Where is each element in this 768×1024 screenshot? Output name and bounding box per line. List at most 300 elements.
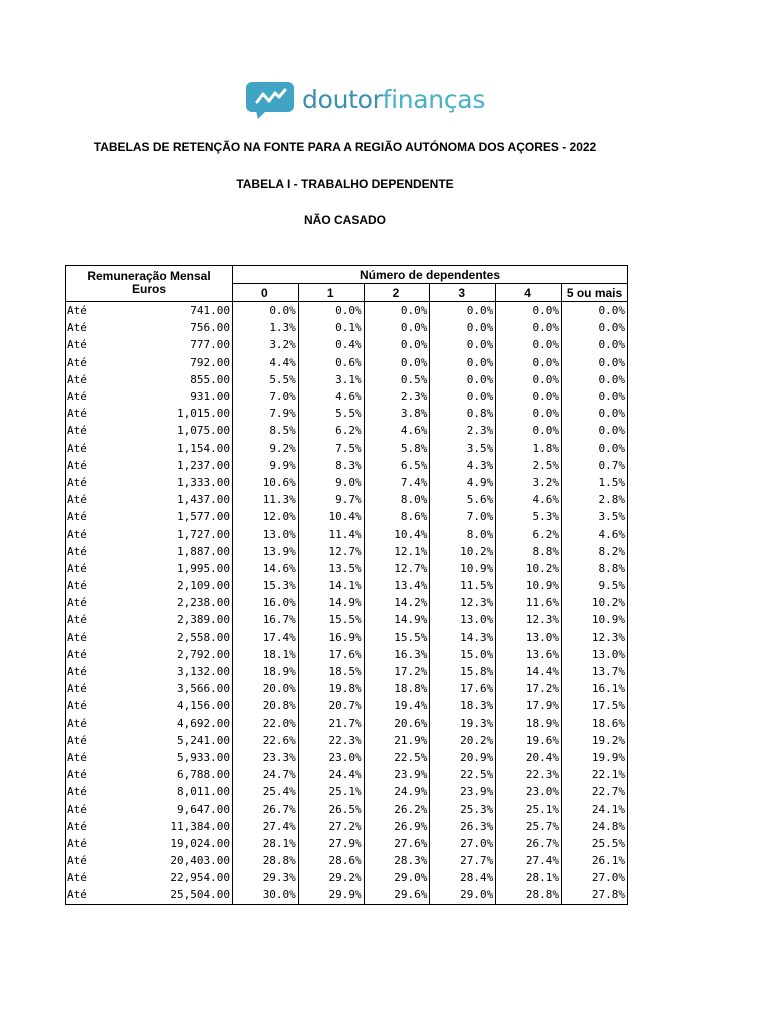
rate-cell-dep-2: 28.3% — [364, 852, 430, 869]
rate-cell-dep-2: 24.9% — [364, 783, 430, 800]
header-col-4: 4 — [496, 284, 562, 302]
rate-cell-dep-1: 29.2% — [298, 869, 364, 886]
brand-wordmark — [302, 82, 485, 118]
table-row — [66, 491, 628, 508]
rate-cell-dep-3: 0.0% — [430, 302, 496, 320]
rate-cell-dep-5: 0.0% — [562, 354, 628, 371]
row-amount: 25,504.00 — [108, 886, 233, 904]
rate-cell-dep-1: 17.6% — [298, 646, 364, 663]
rate-cell-dep-2: 7.4% — [364, 474, 430, 491]
row-label: Até — [66, 422, 108, 439]
table-row — [66, 319, 628, 336]
row-amount: 1,437.00 — [108, 491, 233, 508]
rate-cell-dep-3: 27.7% — [430, 852, 496, 869]
rate-cell-dep-2: 13.4% — [364, 577, 430, 594]
rate-cell-dep-3: 0.0% — [430, 371, 496, 388]
rate-cell-dep-5: 0.0% — [562, 405, 628, 422]
rate-cell-dep-2: 29.0% — [364, 869, 430, 886]
row-label: Até — [66, 715, 108, 732]
rate-cell-dep-5: 19.9% — [562, 749, 628, 766]
rate-cell-dep-4: 13.6% — [496, 646, 562, 663]
rate-cell-dep-5: 22.7% — [562, 783, 628, 800]
row-amount: 1,577.00 — [108, 508, 233, 525]
brand-name-part1: doutor — [302, 85, 383, 114]
row-amount: 5,241.00 — [108, 732, 233, 749]
rate-cell-dep-5: 27.0% — [562, 869, 628, 886]
rate-cell-dep-4: 0.0% — [496, 354, 562, 371]
table-row — [66, 422, 628, 439]
row-amount: 1,237.00 — [108, 457, 233, 474]
row-label: Até — [66, 852, 108, 869]
rate-cell-dep-0: 22.6% — [233, 732, 299, 749]
rate-cell-dep-1: 14.9% — [298, 594, 364, 611]
row-amount: 2,389.00 — [108, 611, 233, 628]
rate-cell-dep-4: 18.9% — [496, 715, 562, 732]
row-amount: 2,238.00 — [108, 594, 233, 611]
rate-cell-dep-3: 12.3% — [430, 594, 496, 611]
marital-status-heading: NÃO CASADO — [303, 213, 386, 227]
rate-cell-dep-5: 13.0% — [562, 646, 628, 663]
rate-cell-dep-4: 25.1% — [496, 800, 562, 817]
rate-cell-dep-4: 0.0% — [496, 371, 562, 388]
rate-cell-dep-3: 3.5% — [430, 440, 496, 457]
rate-cell-dep-0: 27.4% — [233, 818, 299, 835]
rate-cell-dep-4: 5.3% — [496, 508, 562, 525]
rate-cell-dep-0: 4.4% — [233, 354, 299, 371]
row-label: Até — [66, 508, 108, 525]
table-row — [66, 336, 628, 353]
row-amount: 5,933.00 — [108, 749, 233, 766]
rate-cell-dep-3: 15.8% — [430, 663, 496, 680]
header-dependents: Número de dependentes — [233, 266, 628, 284]
row-amount: 2,558.00 — [108, 629, 233, 646]
rate-cell-dep-5: 8.8% — [562, 560, 628, 577]
rate-cell-dep-4: 11.6% — [496, 594, 562, 611]
rate-cell-dep-5: 8.2% — [562, 543, 628, 560]
rate-cell-dep-1: 0.6% — [298, 354, 364, 371]
table-body — [66, 302, 628, 905]
rate-cell-dep-1: 22.3% — [298, 732, 364, 749]
rate-cell-dep-3: 0.0% — [430, 319, 496, 336]
rate-cell-dep-5: 0.0% — [562, 388, 628, 405]
rate-cell-dep-3: 26.3% — [430, 818, 496, 835]
row-label: Até — [66, 646, 108, 663]
row-amount: 6,788.00 — [108, 766, 233, 783]
table-row — [66, 697, 628, 714]
document-subtitle: TABELA I - TRABALHO DEPENDENTE — [236, 177, 454, 191]
rate-cell-dep-4: 27.4% — [496, 852, 562, 869]
rate-cell-dep-4: 22.3% — [496, 766, 562, 783]
rate-cell-dep-0: 7.9% — [233, 405, 299, 422]
row-amount: 1,075.00 — [108, 422, 233, 439]
rate-cell-dep-0: 30.0% — [233, 886, 299, 904]
rate-cell-dep-4: 17.2% — [496, 680, 562, 697]
rate-cell-dep-5: 0.7% — [562, 457, 628, 474]
rate-cell-dep-4: 2.5% — [496, 457, 562, 474]
rate-cell-dep-1: 9.0% — [298, 474, 364, 491]
row-label: Até — [66, 697, 108, 714]
rate-cell-dep-0: 26.7% — [233, 800, 299, 817]
rate-cell-dep-1: 20.7% — [298, 697, 364, 714]
row-amount: 1,887.00 — [108, 543, 233, 560]
row-label: Até — [66, 766, 108, 783]
row-label: Até — [66, 525, 108, 542]
row-label: Até — [66, 629, 108, 646]
rate-cell-dep-1: 27.2% — [298, 818, 364, 835]
table-row — [66, 680, 628, 697]
table-row — [66, 818, 628, 835]
row-label: Até — [66, 611, 108, 628]
rate-cell-dep-1: 21.7% — [298, 715, 364, 732]
rate-cell-dep-3: 5.6% — [430, 491, 496, 508]
rate-cell-dep-5: 0.0% — [562, 422, 628, 439]
row-amount: 9,647.00 — [108, 800, 233, 817]
rate-cell-dep-2: 6.5% — [364, 457, 430, 474]
rate-cell-dep-1: 0.0% — [298, 302, 364, 320]
rate-cell-dep-1: 0.4% — [298, 336, 364, 353]
rate-cell-dep-1: 12.7% — [298, 543, 364, 560]
table-row — [66, 457, 628, 474]
rate-cell-dep-1: 25.1% — [298, 783, 364, 800]
rate-cell-dep-2: 0.0% — [364, 336, 430, 353]
row-label: Até — [66, 560, 108, 577]
row-amount: 1,333.00 — [108, 474, 233, 491]
rate-cell-dep-2: 21.9% — [364, 732, 430, 749]
header-col-2: 2 — [364, 284, 430, 302]
row-label: Até — [66, 491, 108, 508]
rate-cell-dep-2: 20.6% — [364, 715, 430, 732]
withholding-table — [65, 265, 628, 905]
rate-cell-dep-4: 1.8% — [496, 440, 562, 457]
rate-cell-dep-4: 0.0% — [496, 405, 562, 422]
rate-cell-dep-1: 19.8% — [298, 680, 364, 697]
rate-cell-dep-4: 25.7% — [496, 818, 562, 835]
rate-cell-dep-3: 2.3% — [430, 422, 496, 439]
rate-cell-dep-2: 23.9% — [364, 766, 430, 783]
rate-cell-dep-5: 0.0% — [562, 440, 628, 457]
rate-cell-dep-5: 2.8% — [562, 491, 628, 508]
rate-cell-dep-4: 3.2% — [496, 474, 562, 491]
rate-cell-dep-3: 23.9% — [430, 783, 496, 800]
rate-cell-dep-5: 25.5% — [562, 835, 628, 852]
row-amount: 777.00 — [108, 336, 233, 353]
table-row — [66, 766, 628, 783]
row-label: Até — [66, 680, 108, 697]
rate-cell-dep-0: 12.0% — [233, 508, 299, 525]
rate-cell-dep-2: 2.3% — [364, 388, 430, 405]
table-row — [66, 629, 628, 646]
rate-cell-dep-2: 19.4% — [364, 697, 430, 714]
rate-cell-dep-3: 22.5% — [430, 766, 496, 783]
rate-cell-dep-3: 8.0% — [430, 525, 496, 542]
table-row — [66, 869, 628, 886]
rate-cell-dep-3: 4.9% — [430, 474, 496, 491]
brand-logo — [246, 80, 485, 120]
rate-cell-dep-3: 4.3% — [430, 457, 496, 474]
rate-cell-dep-1: 24.4% — [298, 766, 364, 783]
rate-cell-dep-2: 26.9% — [364, 818, 430, 835]
rate-cell-dep-2: 0.0% — [364, 302, 430, 320]
table-row — [66, 543, 628, 560]
header-remuneration-line2: Euros — [132, 282, 167, 296]
rate-cell-dep-4: 13.0% — [496, 629, 562, 646]
rate-cell-dep-0: 9.9% — [233, 457, 299, 474]
rate-cell-dep-0: 8.5% — [233, 422, 299, 439]
rate-cell-dep-0: 28.8% — [233, 852, 299, 869]
rate-cell-dep-5: 0.0% — [562, 336, 628, 353]
rate-cell-dep-4: 12.3% — [496, 611, 562, 628]
rate-cell-dep-2: 4.6% — [364, 422, 430, 439]
rate-cell-dep-1: 23.0% — [298, 749, 364, 766]
rate-cell-dep-1: 6.2% — [298, 422, 364, 439]
header-col-1: 1 — [298, 284, 364, 302]
row-label: Até — [66, 732, 108, 749]
rate-cell-dep-5: 0.0% — [562, 319, 628, 336]
table-row — [66, 577, 628, 594]
rate-cell-dep-4: 28.1% — [496, 869, 562, 886]
table-row — [66, 508, 628, 525]
row-label: Até — [66, 457, 108, 474]
rate-cell-dep-0: 29.3% — [233, 869, 299, 886]
row-label: Até — [66, 749, 108, 766]
rate-cell-dep-4: 28.8% — [496, 886, 562, 904]
rate-cell-dep-2: 18.8% — [364, 680, 430, 697]
row-amount: 22,954.00 — [108, 869, 233, 886]
rate-cell-dep-3: 10.2% — [430, 543, 496, 560]
rate-cell-dep-1: 8.3% — [298, 457, 364, 474]
rate-cell-dep-5: 4.6% — [562, 525, 628, 542]
rate-cell-dep-1: 4.6% — [298, 388, 364, 405]
rate-cell-dep-0: 18.1% — [233, 646, 299, 663]
rate-cell-dep-4: 10.2% — [496, 560, 562, 577]
row-amount: 3,566.00 — [108, 680, 233, 697]
rate-cell-dep-0: 5.5% — [233, 371, 299, 388]
rate-cell-dep-0: 1.3% — [233, 319, 299, 336]
rate-cell-dep-0: 25.4% — [233, 783, 299, 800]
rate-cell-dep-4: 26.7% — [496, 835, 562, 852]
rate-cell-dep-4: 10.9% — [496, 577, 562, 594]
rate-cell-dep-2: 8.0% — [364, 491, 430, 508]
rate-cell-dep-2: 14.9% — [364, 611, 430, 628]
table-row — [66, 835, 628, 852]
rate-cell-dep-3: 0.0% — [430, 388, 496, 405]
rate-cell-dep-1: 13.5% — [298, 560, 364, 577]
rate-cell-dep-1: 11.4% — [298, 525, 364, 542]
rate-cell-dep-5: 19.2% — [562, 732, 628, 749]
rate-cell-dep-3: 11.5% — [430, 577, 496, 594]
table-row — [66, 354, 628, 371]
rate-cell-dep-4: 8.8% — [496, 543, 562, 560]
rate-cell-dep-0: 20.0% — [233, 680, 299, 697]
row-amount: 1,154.00 — [108, 440, 233, 457]
rate-cell-dep-3: 27.0% — [430, 835, 496, 852]
rate-cell-dep-3: 0.0% — [430, 336, 496, 353]
rate-cell-dep-3: 20.9% — [430, 749, 496, 766]
rate-cell-dep-2: 0.0% — [364, 354, 430, 371]
rate-cell-dep-0: 13.9% — [233, 543, 299, 560]
rate-cell-dep-2: 12.7% — [364, 560, 430, 577]
rate-cell-dep-5: 3.5% — [562, 508, 628, 525]
row-amount: 20,403.00 — [108, 852, 233, 869]
rate-cell-dep-1: 28.6% — [298, 852, 364, 869]
rate-cell-dep-5: 13.7% — [562, 663, 628, 680]
rate-cell-dep-5: 10.2% — [562, 594, 628, 611]
row-amount: 756.00 — [108, 319, 233, 336]
rate-cell-dep-0: 3.2% — [233, 336, 299, 353]
table-row — [66, 302, 628, 320]
rate-cell-dep-3: 29.0% — [430, 886, 496, 904]
row-amount: 2,792.00 — [108, 646, 233, 663]
rate-cell-dep-1: 7.5% — [298, 440, 364, 457]
rate-cell-dep-0: 22.0% — [233, 715, 299, 732]
row-amount: 1,995.00 — [108, 560, 233, 577]
row-label: Até — [66, 440, 108, 457]
row-label: Até — [66, 818, 108, 835]
brand-name-part2: finanças — [382, 85, 486, 114]
rate-cell-dep-3: 10.9% — [430, 560, 496, 577]
header-col-3: 3 — [430, 284, 496, 302]
rate-cell-dep-2: 12.1% — [364, 543, 430, 560]
rate-cell-dep-3: 14.3% — [430, 629, 496, 646]
rate-cell-dep-2: 22.5% — [364, 749, 430, 766]
rate-cell-dep-3: 25.3% — [430, 800, 496, 817]
rate-cell-dep-4: 0.0% — [496, 302, 562, 320]
document-title: TABELAS DE RETENÇÃO NA FONTE PARA A REGIÃO AUTÓNOMA DOS AÇORES - 2022 — [93, 140, 597, 154]
rate-cell-dep-1: 15.5% — [298, 611, 364, 628]
rate-cell-dep-4: 0.0% — [496, 422, 562, 439]
rate-cell-dep-4: 6.2% — [496, 525, 562, 542]
row-label: Até — [66, 594, 108, 611]
rate-cell-dep-0: 16.0% — [233, 594, 299, 611]
table-row — [66, 594, 628, 611]
row-label: Até — [66, 577, 108, 594]
rate-cell-dep-0: 0.0% — [233, 302, 299, 320]
row-label: Até — [66, 302, 108, 320]
row-amount: 855.00 — [108, 371, 233, 388]
row-amount: 19,024.00 — [108, 835, 233, 852]
rate-cell-dep-4: 17.9% — [496, 697, 562, 714]
rate-cell-dep-1: 3.1% — [298, 371, 364, 388]
rate-cell-dep-2: 14.2% — [364, 594, 430, 611]
rate-cell-dep-3: 28.4% — [430, 869, 496, 886]
rate-cell-dep-2: 26.2% — [364, 800, 430, 817]
rate-cell-dep-0: 23.3% — [233, 749, 299, 766]
rate-cell-dep-2: 3.8% — [364, 405, 430, 422]
rate-cell-dep-3: 15.0% — [430, 646, 496, 663]
rate-cell-dep-5: 10.9% — [562, 611, 628, 628]
rate-cell-dep-5: 24.1% — [562, 800, 628, 817]
rate-cell-dep-2: 15.5% — [364, 629, 430, 646]
row-label: Até — [66, 354, 108, 371]
rate-cell-dep-0: 14.6% — [233, 560, 299, 577]
row-label: Até — [66, 869, 108, 886]
row-amount: 2,109.00 — [108, 577, 233, 594]
table-row — [66, 646, 628, 663]
table-row — [66, 611, 628, 628]
row-label: Até — [66, 783, 108, 800]
rate-cell-dep-0: 17.4% — [233, 629, 299, 646]
table-row — [66, 886, 628, 904]
rate-cell-dep-2: 10.4% — [364, 525, 430, 542]
rate-cell-dep-0: 11.3% — [233, 491, 299, 508]
table-row — [66, 715, 628, 732]
rate-cell-dep-3: 17.6% — [430, 680, 496, 697]
table-row — [66, 783, 628, 800]
row-amount: 1,727.00 — [108, 525, 233, 542]
rate-cell-dep-1: 14.1% — [298, 577, 364, 594]
row-label: Até — [66, 371, 108, 388]
rate-cell-dep-3: 7.0% — [430, 508, 496, 525]
rate-cell-dep-1: 0.1% — [298, 319, 364, 336]
rate-cell-dep-1: 26.5% — [298, 800, 364, 817]
table-row — [66, 749, 628, 766]
rate-cell-dep-1: 16.9% — [298, 629, 364, 646]
rate-cell-dep-0: 20.8% — [233, 697, 299, 714]
table-row — [66, 852, 628, 869]
rate-cell-dep-0: 18.9% — [233, 663, 299, 680]
row-amount: 3,132.00 — [108, 663, 233, 680]
rate-cell-dep-0: 24.7% — [233, 766, 299, 783]
rate-cell-dep-2: 16.3% — [364, 646, 430, 663]
rate-cell-dep-5: 0.0% — [562, 302, 628, 320]
rate-cell-dep-3: 18.3% — [430, 697, 496, 714]
rate-cell-dep-2: 5.8% — [364, 440, 430, 457]
rate-cell-dep-5: 16.1% — [562, 680, 628, 697]
row-label: Até — [66, 835, 108, 852]
row-amount: 741.00 — [108, 302, 233, 320]
rate-cell-dep-4: 23.0% — [496, 783, 562, 800]
rate-cell-dep-3: 0.8% — [430, 405, 496, 422]
row-amount: 11,384.00 — [108, 818, 233, 835]
rate-cell-dep-0: 16.7% — [233, 611, 299, 628]
rate-cell-dep-5: 26.1% — [562, 852, 628, 869]
table-row — [66, 371, 628, 388]
rate-cell-dep-0: 28.1% — [233, 835, 299, 852]
rate-cell-dep-2: 0.5% — [364, 371, 430, 388]
rate-cell-dep-4: 20.4% — [496, 749, 562, 766]
rate-cell-dep-0: 15.3% — [233, 577, 299, 594]
header-col-0: 0 — [233, 284, 299, 302]
row-label: Até — [66, 474, 108, 491]
rate-cell-dep-3: 0.0% — [430, 354, 496, 371]
row-amount: 1,015.00 — [108, 405, 233, 422]
rate-cell-dep-3: 13.0% — [430, 611, 496, 628]
table-row — [66, 732, 628, 749]
rate-cell-dep-5: 0.0% — [562, 371, 628, 388]
row-label: Até — [66, 663, 108, 680]
table-row — [66, 405, 628, 422]
rate-cell-dep-0: 7.0% — [233, 388, 299, 405]
rate-cell-dep-0: 13.0% — [233, 525, 299, 542]
header-col-5: 5 ou mais — [562, 284, 628, 302]
table-row — [66, 800, 628, 817]
chart-speech-bubble-icon — [246, 82, 294, 118]
row-label: Até — [66, 336, 108, 353]
rate-cell-dep-0: 10.6% — [233, 474, 299, 491]
header-remuneration — [66, 266, 233, 302]
rate-cell-dep-5: 24.8% — [562, 818, 628, 835]
rate-cell-dep-1: 9.7% — [298, 491, 364, 508]
rate-cell-dep-2: 27.6% — [364, 835, 430, 852]
rate-cell-dep-2: 17.2% — [364, 663, 430, 680]
row-label: Até — [66, 405, 108, 422]
rate-cell-dep-5: 18.6% — [562, 715, 628, 732]
rate-cell-dep-5: 9.5% — [562, 577, 628, 594]
row-amount: 8,011.00 — [108, 783, 233, 800]
row-amount: 4,692.00 — [108, 715, 233, 732]
rate-cell-dep-2: 0.0% — [364, 319, 430, 336]
header-remuneration-line1: Remuneração Mensal — [87, 269, 211, 283]
